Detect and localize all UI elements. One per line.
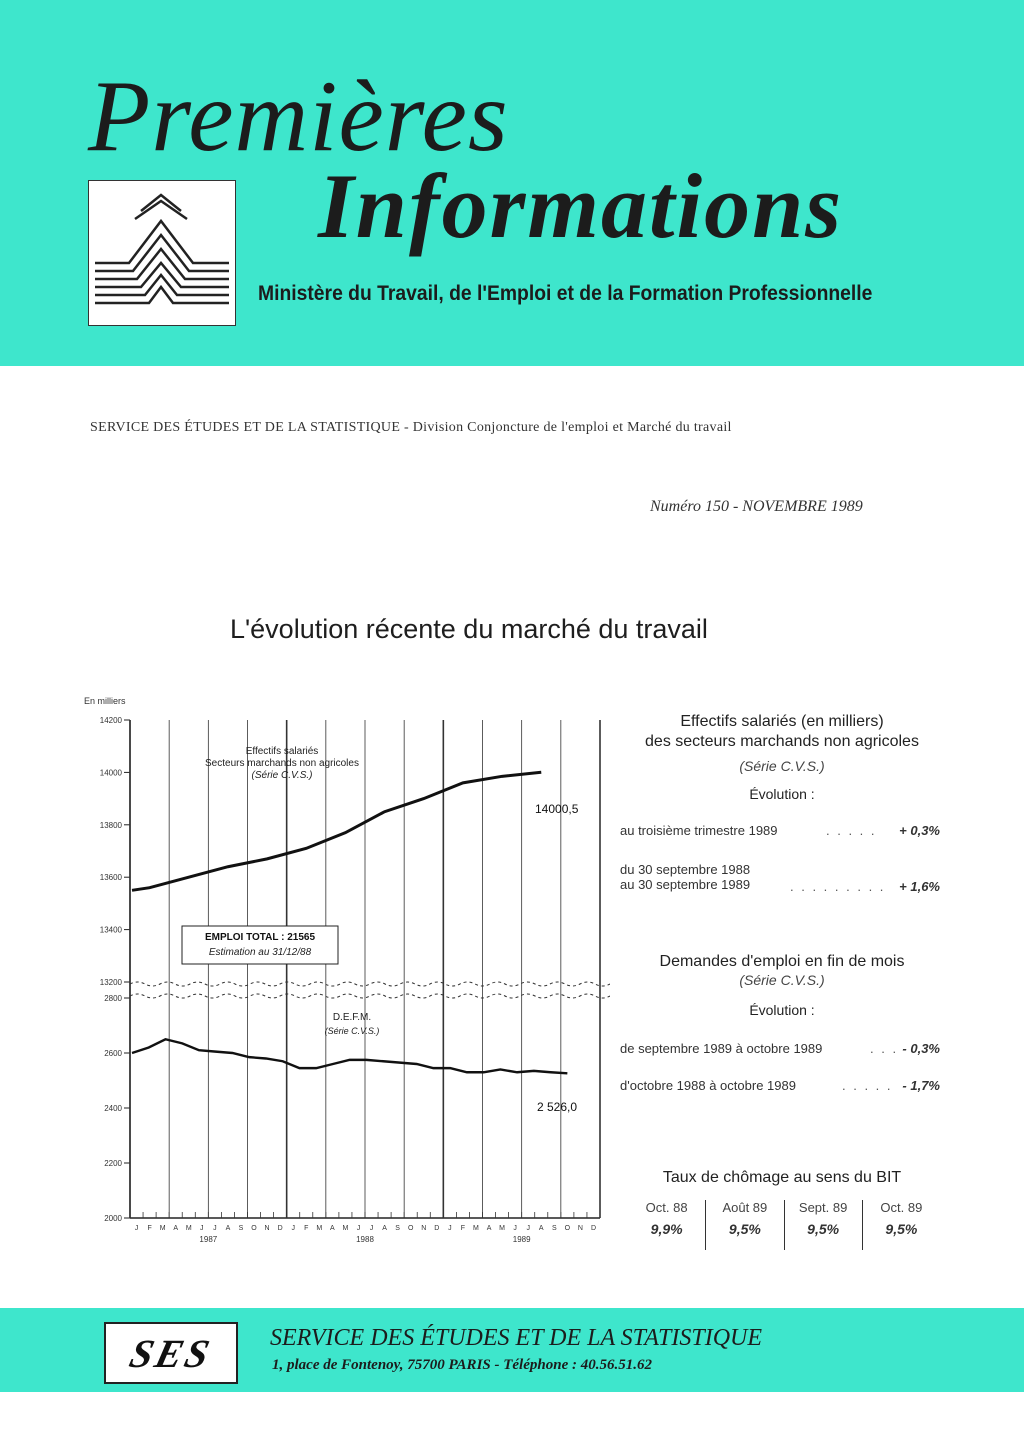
end-label-defm: 2 526,0 [537, 1100, 578, 1114]
y-tick-label: 13600 [99, 873, 122, 883]
ses-logo-text: SES [125, 1330, 217, 1376]
y-tick-label: 13800 [99, 820, 122, 830]
x-tick-label: D [434, 1225, 440, 1232]
x-tick-label: J [200, 1225, 204, 1232]
rate-value: 9,5% [728, 1221, 761, 1237]
row-text: de septembre 1989 à octobre 1989 [620, 1041, 823, 1056]
demandes-row-year [620, 1078, 950, 1093]
x-tick-label: J [369, 1225, 374, 1232]
x-tick-label: N [264, 1225, 270, 1232]
x-tick-label: J [513, 1225, 517, 1232]
year-label: 1987 [199, 1235, 218, 1244]
x-tick-label: M [159, 1225, 166, 1232]
x-tick-label: F [460, 1225, 466, 1232]
y-tick-label: 2800 [104, 994, 122, 1003]
row-text-line2: au 30 septembre 1989 [620, 877, 751, 892]
x-tick-label: O [407, 1225, 414, 1232]
series-label: Effectifs salariés [245, 746, 319, 757]
rate-item [785, 1200, 863, 1250]
ministry-logo-icon [88, 180, 236, 326]
x-tick-label: A [173, 1225, 179, 1232]
effectifs-row-quarter [620, 823, 950, 838]
rate-label: Oct. 88 [645, 1200, 688, 1215]
row-dots: . . . . . [826, 823, 877, 838]
service-line: SERVICE DES ÉTUDES ET DE LA STATISTIQUE - Division Conjoncture de l'emploi et Marché du travail [90, 420, 732, 435]
x-tick-label: D [277, 1225, 283, 1232]
row-value: - 1,7% [902, 1078, 940, 1093]
x-tick-label: M [473, 1225, 479, 1232]
ministry-name: Ministère du Travail, de l'Emploi et de la Formation Professionnelle [258, 282, 873, 305]
x-tick-label: F [304, 1225, 309, 1232]
issue-number: Numéro 150 - NOVEMBRE 1989 [650, 498, 863, 515]
rate-item [863, 1200, 940, 1250]
demandes-evolution-label: Évolution : [749, 1002, 815, 1018]
y-tick-label: 2000 [104, 1214, 122, 1223]
effectifs-row-year [620, 862, 950, 892]
labour-market-chart [70, 690, 610, 1250]
series-label: Secteurs marchands non agricoles [205, 758, 359, 769]
x-tick-label: O [564, 1225, 571, 1232]
chomage-rates [628, 1200, 940, 1250]
y-tick-label: 2200 [104, 1159, 122, 1168]
x-tick-label: M [185, 1225, 192, 1232]
x-tick-label: A [486, 1225, 492, 1232]
series-label: (Série C.V.S.) [324, 1026, 380, 1036]
x-tick-label: J [134, 1225, 139, 1232]
rate-label: Août 89 [722, 1200, 768, 1215]
effectifs-evolution-label: Évolution : [749, 786, 815, 802]
row-value: + 0,3% [899, 823, 940, 838]
y-tick-label: 14000 [99, 768, 122, 778]
rate-label: Sept. 89 [798, 1200, 848, 1215]
row-text-line1: du 30 septembre 1988 [620, 862, 751, 877]
footer-title: SERVICE DES ÉTUDES ET DE LA STATISTIQUE [270, 1325, 763, 1351]
x-tick-label: J [356, 1225, 361, 1232]
x-tick-label: S [238, 1225, 244, 1232]
series-line-defm [132, 1039, 567, 1073]
year-label: 1989 [512, 1235, 531, 1244]
x-tick-label: O [251, 1225, 257, 1232]
row-value: - 0,3% [902, 1041, 940, 1056]
emploi-total-estimation: Estimation au 31/12/88 [208, 947, 312, 958]
x-tick-label: A [225, 1225, 231, 1232]
row-dots: . . . . . [842, 1078, 893, 1093]
y-tick-label: 2400 [104, 1104, 122, 1113]
x-tick-label: A [330, 1225, 335, 1232]
x-tick-label: A [382, 1225, 387, 1232]
x-tick-label: S [395, 1225, 400, 1232]
x-tick-label: F [147, 1225, 152, 1232]
x-tick-label: J [291, 1225, 295, 1232]
effectifs-block [612, 712, 952, 802]
y-tick-label: 14200 [99, 716, 122, 725]
axis-break-line [130, 994, 610, 998]
row-dots: . . . [870, 1041, 899, 1056]
chomage-block [612, 1168, 952, 1188]
rate-value: 9,9% [650, 1221, 683, 1237]
x-tick-label: N [421, 1225, 427, 1232]
rate-item [706, 1200, 784, 1250]
rate-value: 9,5% [807, 1221, 840, 1237]
ses-logo [104, 1322, 238, 1384]
rate-item [628, 1200, 706, 1250]
year-label: 1988 [356, 1235, 374, 1244]
effectifs-title-line1: Effectifs salariés (en milliers) [680, 713, 884, 730]
footer-address: 1, place de Fontenoy, 75700 PARIS - Téléphone : 40.56.51.62 [272, 1357, 652, 1373]
chomage-title: Taux de chômage au sens du BIT [662, 1169, 902, 1186]
y-tick-label: 13200 [99, 978, 122, 987]
publication-title-line2: Informations [318, 155, 844, 257]
x-tick-label: D [590, 1225, 597, 1232]
demandes-row-month [620, 1041, 950, 1056]
emploi-total-text: EMPLOI TOTAL : 21565 [204, 932, 316, 943]
x-tick-label: J [526, 1225, 530, 1232]
series-label: D.E.F.M. [332, 1012, 372, 1023]
y-tick-label: 2600 [104, 1049, 122, 1058]
row-text: d'octobre 1988 à octobre 1989 [620, 1078, 796, 1093]
x-tick-label: M [342, 1225, 349, 1232]
demandes-series: (Série C.V.S.) [739, 972, 825, 988]
end-label-effectifs: 14000,5 [535, 802, 579, 816]
rate-label: Oct. 89 [880, 1200, 923, 1215]
row-dots: . . . . . . . . . [790, 879, 886, 894]
x-tick-label: M [316, 1225, 323, 1232]
y-tick-label: 13400 [99, 925, 122, 935]
x-tick-label: N [577, 1225, 583, 1232]
demandes-block [612, 952, 952, 1018]
effectifs-title-line2: des secteurs marchands non agricoles [645, 733, 919, 750]
axis-break-line [130, 982, 610, 986]
row-value: + 1,6% [899, 879, 940, 894]
x-tick-label: J [213, 1225, 217, 1232]
main-title: L'évolution récente du marché du travail [230, 614, 708, 644]
publication-title-line1: Premières [88, 60, 509, 173]
x-tick-label: S [551, 1225, 557, 1232]
series-line-effectifs [132, 772, 541, 890]
x-tick-label: J [448, 1225, 452, 1232]
rate-value: 9,5% [885, 1221, 918, 1237]
x-tick-label: A [538, 1225, 544, 1232]
unit-label: En milliers [84, 696, 126, 706]
x-tick-label: M [499, 1225, 506, 1232]
effectifs-series: (Série C.V.S.) [739, 758, 825, 774]
row-text: au troisième trimestre 1989 [620, 823, 778, 838]
demandes-title: Demandes d'emploi en fin de mois [659, 953, 905, 970]
series-label: (Série C.V.S.) [251, 770, 313, 781]
